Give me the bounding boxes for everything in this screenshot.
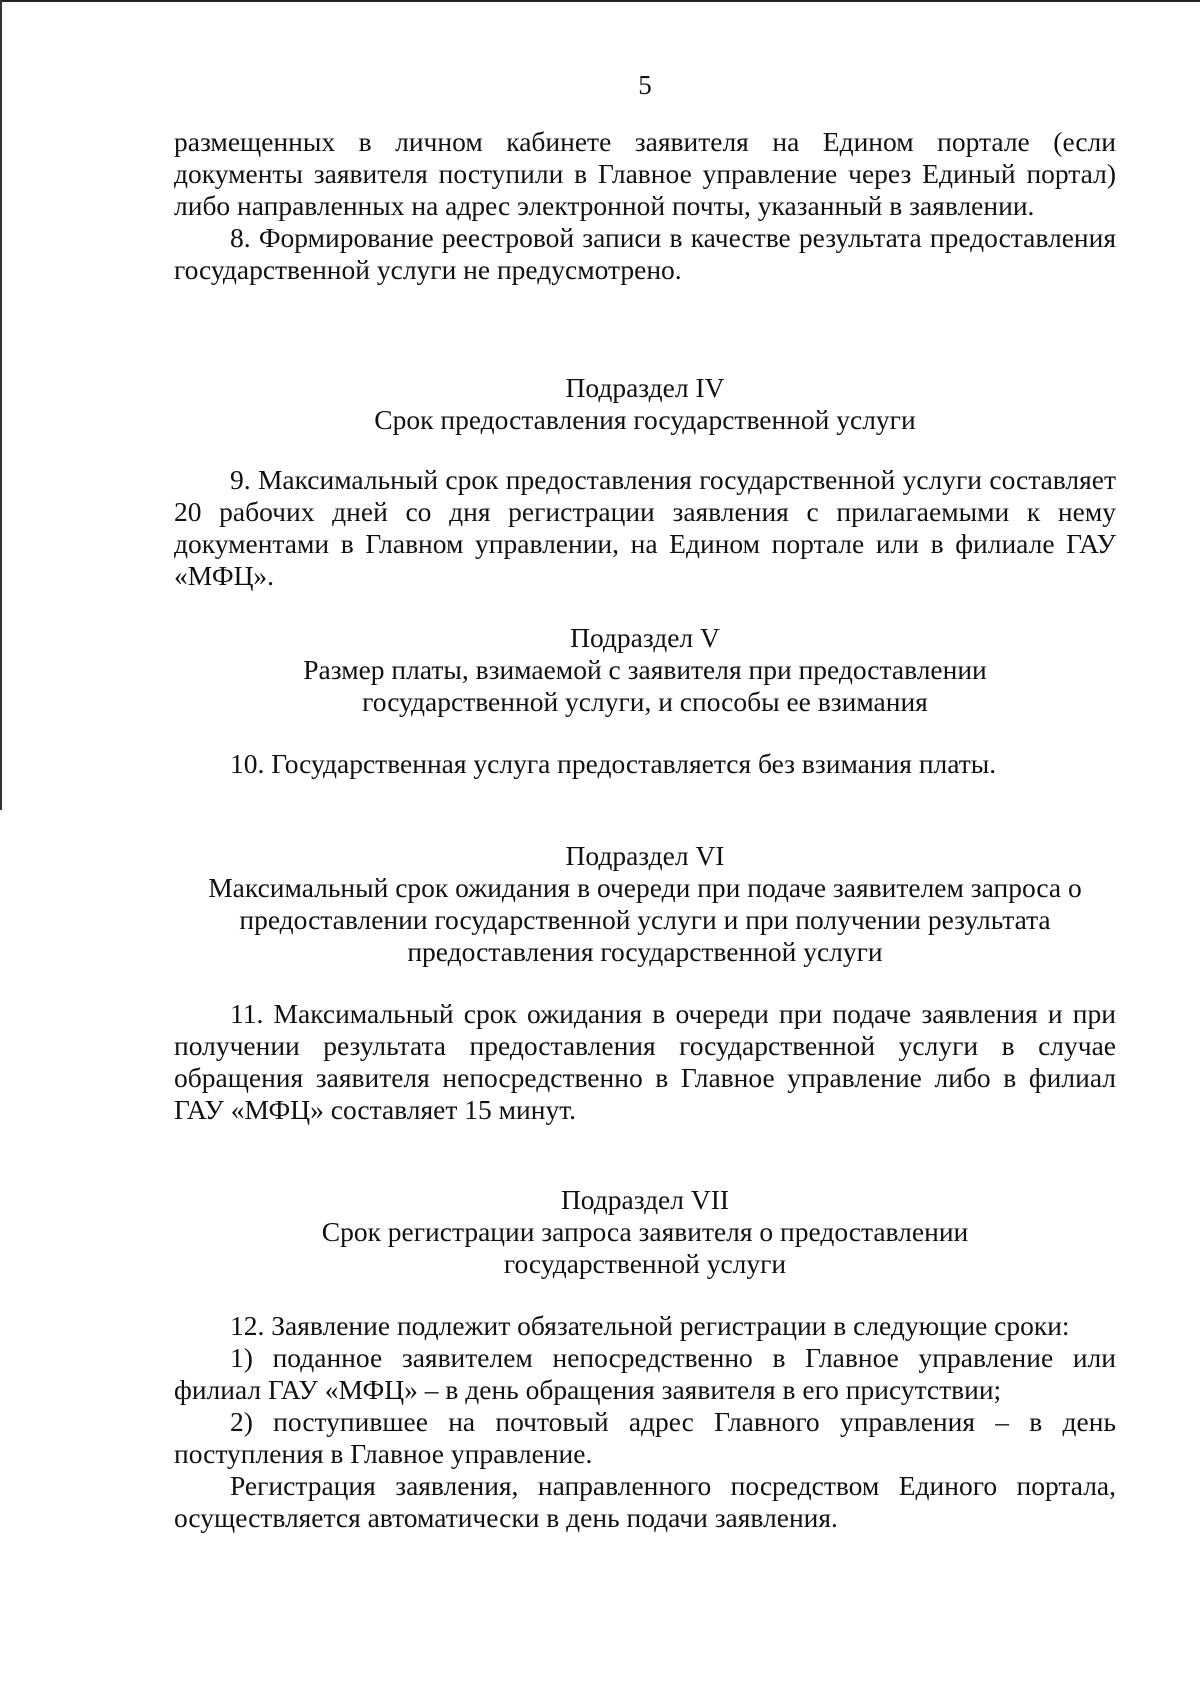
page-number: 5	[638, 70, 652, 100]
section-6-label: Подраздел VI	[565, 840, 725, 871]
section-7-title-line2: государственной услуги	[503, 1248, 787, 1279]
paragraph-item-12-2: 2) поступившее на почтовый адрес Главного управления – в день поступления в Главное управление.	[174, 1406, 1116, 1469]
scan-edge-top	[0, 0, 1200, 2]
intro-paragraph: размещенных в личном кабинете заявителя на Едином портале (если документы заявителя поступили в Главное управление через Единый портал) либо направленных на адрес электронной почты, указанный в заявлении.	[174, 126, 1116, 221]
paragraph-item-9: 9. Максимальный срок предоставления государственной услуги составляет 20 рабочих дней со дня регистрации заявления с прилагаемыми к нему документами в Главном управлении, на Едином портале или в филиале ГАУ «МФЦ».	[174, 464, 1116, 591]
section-7-title-line1: Срок регистрации запроса заявителя о предоставлении	[321, 1216, 969, 1247]
section-5-label: Подраздел V	[570, 622, 720, 653]
section-6-title-line3: предоставления государственной услуги	[407, 936, 883, 967]
paragraph-item-11: 11. Максимальный срок ожидания в очереди при подаче заявления и при получении результата предоставления государственной услуги в случае обращения заявителя непосредственно в Главное управление либо в филиал ГАУ «МФЦ» составляет 15 минут.	[174, 998, 1116, 1125]
scan-edge-left	[0, 0, 2, 810]
document-body	[174, 126, 1116, 1534]
paragraph-item-10: 10. Государственная услуга предоставляется без взимания платы.	[230, 748, 997, 779]
section-5-title-line1: Размер платы, взимаемой с заявителя при предоставлении	[303, 654, 987, 685]
paragraph-item-8: 8. Формирование реестровой записи в качестве результата предоставления государственной услуги не предусмотрено.	[174, 222, 1116, 285]
paragraph-item-12-1: 1) поданное заявителем непосредственно в Главное управление или филиал ГАУ «МФЦ» – в день обращения заявителя в его присутствии;	[174, 1342, 1116, 1405]
section-4-label: Подраздел IV	[565, 372, 725, 403]
section-5-title-line2: государственной услуги, и способы ее взимания	[362, 686, 928, 717]
section-6-title-line1: Максимальный срок ожидания в очереди при подаче заявителем запроса о	[208, 872, 1082, 903]
paragraph-item-12: 12. Заявление подлежит обязательной регистрации в следующие сроки:	[230, 1310, 1070, 1341]
paragraph-item-12-portal: Регистрация заявления, направленного посредством Единого портала, осуществляется автоматически в день подачи заявления.	[174, 1470, 1116, 1533]
section-6-title-line2: предоставлении государственной услуги и при получении результата	[239, 904, 1051, 935]
section-7-label: Подраздел VII	[560, 1184, 730, 1215]
section-4-title: Срок предоставления государственной услуги	[374, 404, 916, 435]
